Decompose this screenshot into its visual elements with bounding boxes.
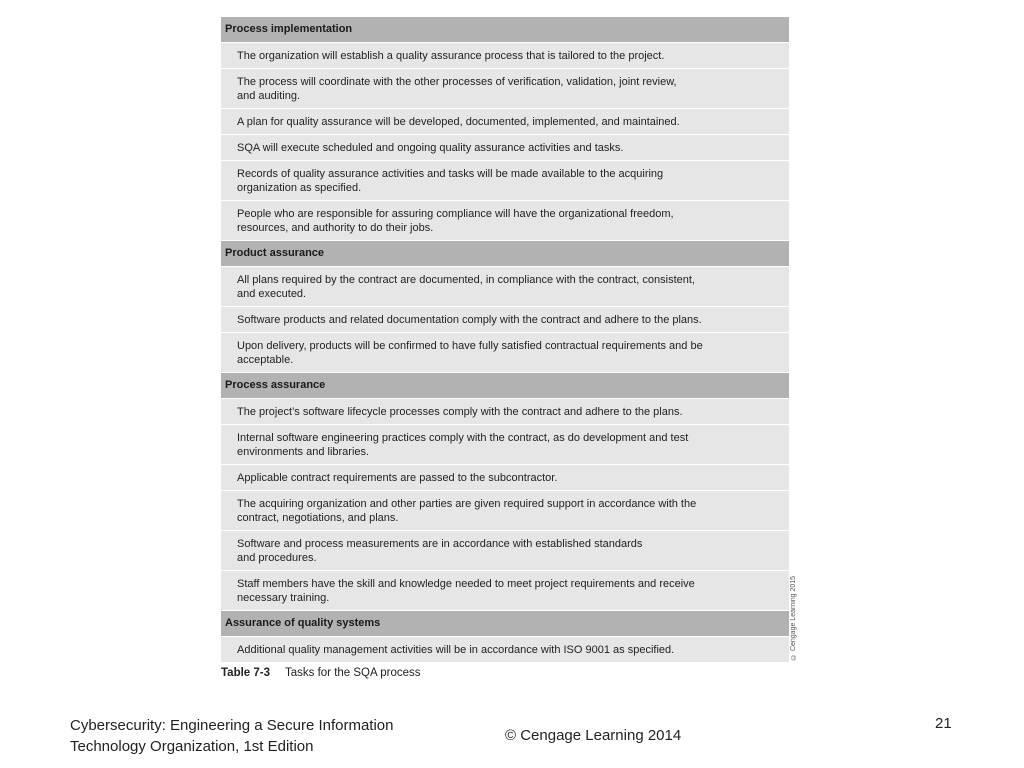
row-text: Staff members have the skill and knowledge needed to meet project requirements and receive necessary training.	[237, 577, 695, 604]
row-text: The process will coordinate with the other processes of verification, validation, joint review, and auditing.	[237, 75, 677, 102]
section-header: Assurance of quality systems	[221, 611, 789, 636]
table-row	[221, 201, 789, 240]
footer-course-title	[70, 715, 394, 757]
row-text: Software and process measurements are in accordance with established standards and procedures.	[237, 537, 643, 564]
table-row	[221, 161, 789, 200]
sqa-tasks-table	[221, 17, 789, 663]
table-row	[221, 531, 789, 570]
row-text: People who are responsible for assuring compliance will have the organizational freedom, resources, and authority to do their jobs.	[237, 207, 674, 234]
table-row	[221, 69, 789, 108]
table-row	[221, 135, 789, 160]
table-caption	[221, 667, 421, 679]
page-number: 21	[935, 715, 952, 732]
row-text: The organization will establish a quality assurance process that is tailored to the project.	[237, 49, 665, 62]
table-row	[221, 333, 789, 372]
footer-copyright: © Cengage Learning 2014	[505, 727, 682, 744]
row-text: SQA will execute scheduled and ongoing quality assurance activities and tasks.	[237, 141, 624, 154]
section-header: Process assurance	[221, 373, 789, 398]
vertical-copyright: © Cengage Learning 2015	[790, 575, 797, 660]
table-row	[221, 307, 789, 332]
row-text: Software products and related documentation comply with the contract and adhere to the plans.	[237, 313, 702, 326]
row-text: Additional quality management activities will be in accordance with ISO 9001 as specified.	[237, 643, 675, 656]
row-text: A plan for quality assurance will be developed, documented, implemented, and maintained.	[237, 115, 680, 128]
table-row	[221, 43, 789, 68]
caption-text: Tasks for the SQA process	[285, 667, 421, 679]
table-row	[221, 399, 789, 424]
table-row	[221, 465, 789, 490]
footer-title-line-2: Technology Organization, 1st Edition	[70, 738, 314, 755]
table-row	[221, 425, 789, 464]
row-text: The acquiring organization and other parties are given required support in accordance with the contract, negotiations, and plans.	[237, 497, 697, 524]
section-header: Process implementation	[221, 17, 789, 42]
row-text: Records of quality assurance activities and tasks will be made available to the acquiring organization as specified.	[237, 167, 664, 194]
caption-number: Table 7-3	[221, 667, 270, 679]
table-row	[221, 109, 789, 134]
row-text: All plans required by the contract are documented, in compliance with the contract, consistent, and executed.	[237, 273, 695, 300]
row-text: Internal software engineering practices comply with the contract, as do development and test environments and libraries.	[237, 431, 689, 458]
table-row	[221, 267, 789, 306]
table-row	[221, 491, 789, 530]
row-text: The project’s software lifecycle processes comply with the contract and adhere to the plans.	[237, 405, 683, 418]
row-text: Upon delivery, products will be confirmed to have fully satisfied contractual requirements and be acceptable.	[237, 339, 703, 366]
table-row	[221, 571, 789, 610]
row-text: Applicable contract requirements are passed to the subcontractor.	[237, 471, 558, 484]
footer-title-line-1: Cybersecurity: Engineering a Secure Information	[70, 717, 394, 734]
table-row	[221, 637, 789, 662]
section-header: Product assurance	[221, 241, 789, 266]
